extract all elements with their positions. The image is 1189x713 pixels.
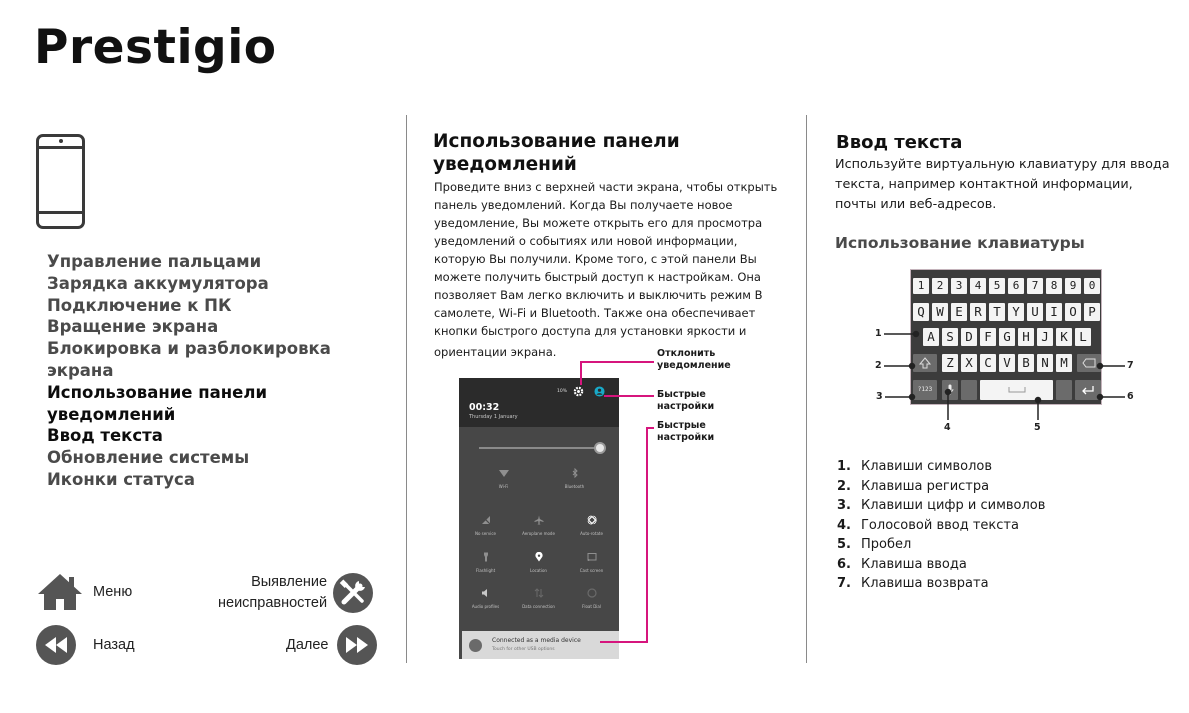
list-item: 4. Голосовой ввод текста — [837, 517, 1019, 533]
key-i[interactable]: I — [1046, 303, 1062, 321]
key-l[interactable]: L — [1075, 328, 1091, 346]
key-f[interactable]: F — [980, 328, 996, 346]
keyboard-legend — [837, 457, 1045, 594]
tile-wifi[interactable]: Wi-Fi — [477, 468, 530, 489]
tile-cast[interactable]: Cast screen — [565, 552, 618, 573]
tile-float-dial[interactable]: Float Dial — [565, 588, 618, 609]
toc-item-rotation[interactable]: Вращение экрана — [47, 317, 219, 337]
keyboard-callout-4: 4 — [944, 422, 951, 433]
key-9[interactable]: 9 — [1065, 278, 1081, 294]
key-8[interactable]: 8 — [1046, 278, 1062, 294]
keyboard-callout-7: 7 — [1127, 360, 1134, 371]
key-w[interactable]: W — [932, 303, 948, 321]
key-5[interactable]: 5 — [989, 278, 1005, 294]
callout-quick-settings-2: Быстрые настройки — [657, 420, 715, 443]
key-j[interactable]: J — [1037, 328, 1053, 346]
key-x[interactable]: X — [961, 354, 977, 372]
key-y[interactable]: Y — [1008, 303, 1024, 321]
troubleshoot-label-line2: неисправностей — [218, 595, 328, 611]
troubleshoot-label-line1: Выявление — [251, 574, 328, 590]
keyboard-callout-3: 3 — [876, 391, 883, 402]
toc-item-text-input[interactable]: Ввод текста — [47, 426, 163, 446]
keyboard-callout-5: 5 — [1034, 422, 1041, 433]
toc-item-lock[interactable]: Блокировка и разблокировка экрана — [47, 339, 331, 380]
tile-no-service[interactable]: No service — [459, 515, 512, 536]
key-m[interactable]: M — [1056, 354, 1072, 372]
list-item: 1. Клавиши символов — [837, 459, 993, 474]
back-button-label: Назад — [93, 636, 135, 653]
keyboard-callout-6: 6 — [1127, 391, 1134, 402]
key-p[interactable]: P — [1084, 303, 1100, 321]
tile-auto-rotate[interactable]: Auto-rotate — [565, 515, 618, 536]
text-input-body: Используйте виртуальную клавиатуру для ввода текста, например контактной информации, почты или веб-адресов. — [835, 157, 1170, 212]
date: Thursday 1 January — [469, 414, 518, 420]
key-d[interactable]: D — [961, 328, 977, 346]
keyboard-subtitle: Использование клавиатуры — [835, 234, 1085, 252]
callout-quick-settings-1: Быстрые настройки — [657, 389, 715, 412]
callout-dismiss: Отклонить уведомление — [657, 348, 731, 371]
key-u[interactable]: U — [1027, 303, 1043, 321]
key-b[interactable]: B — [1018, 354, 1034, 372]
key-c[interactable]: C — [980, 354, 996, 372]
key-4[interactable]: 4 — [970, 278, 986, 294]
list-item: 7. Клавиша возврата — [837, 576, 989, 591]
key-h[interactable]: H — [1018, 328, 1034, 346]
toc-item-update[interactable]: Обновление системы — [47, 448, 250, 468]
key-a[interactable]: A — [923, 328, 939, 346]
key-2[interactable]: 2 — [932, 278, 948, 294]
notifications-body: Проведите вниз с верхней части экрана, чтобы открыть панель уведомлений. Когда Вы получаете новое уведомление, Вы можете открыть его для просмотра уведомлений о событиях или новой информации, которую Вы получили. Кроме того, с этой панели Вы можете получить быстрый доступ к настройкам. Она позволяет Вам легко включить и выключить режим В самолете, Wi-Fi и Bluetooth. Также она обеспечивает кнопки быстрого доступа для установки яркости и ориентации экрана. — [434, 180, 778, 359]
key-q[interactable]: Q — [913, 303, 929, 321]
toc-item-pc-connection[interactable]: Подключение к ПК — [47, 295, 232, 315]
key-s[interactable]: S — [942, 328, 958, 346]
next-button-label: Далее — [286, 636, 329, 653]
list-item: 5. Пробел — [837, 537, 912, 552]
tile-audio-profiles[interactable]: Audio profiles — [459, 588, 512, 609]
key-r[interactable]: R — [970, 303, 986, 321]
key-z[interactable]: Z — [942, 354, 958, 372]
toc-item-charging[interactable]: Зарядка аккумулятора — [47, 273, 269, 293]
tile-aeroplane[interactable]: Aeroplane mode — [512, 515, 565, 536]
list-item: 6. Клавиша ввода — [837, 556, 967, 572]
key-6[interactable]: 6 — [1008, 278, 1024, 294]
clock: 00:32 — [469, 402, 500, 413]
list-item: 2. Клавиша регистра — [837, 478, 990, 494]
text-input-title: Ввод текста — [836, 132, 963, 153]
keyboard-callout-2: 2 — [875, 360, 882, 371]
brand-logo: Prestigio — [34, 20, 277, 75]
key-7[interactable]: 7 — [1027, 278, 1043, 294]
toc-item-gestures[interactable]: Управление пальцами — [47, 252, 262, 271]
toc-item-status-icons[interactable]: Иконки статуса — [47, 469, 195, 489]
key-e[interactable]: E — [951, 303, 967, 321]
tile-location[interactable]: Location — [512, 552, 565, 573]
keyboard-callout-1: 1 — [875, 328, 882, 339]
key-1[interactable]: 1 — [913, 278, 929, 294]
key-k[interactable]: K — [1056, 328, 1072, 346]
battery-status: 10% — [557, 389, 568, 394]
usb-notification[interactable]: Connected as a media device Touch for other USB options — [462, 631, 619, 659]
key-n[interactable]: N — [1037, 354, 1053, 372]
notifications-title: Использование панели уведомлений — [433, 131, 680, 175]
menu-button-label: Меню — [93, 583, 133, 600]
key-0[interactable]: 0 — [1084, 278, 1100, 294]
tile-flashlight[interactable]: Flashlight — [459, 552, 512, 573]
key-v[interactable]: V — [999, 354, 1015, 372]
key-o[interactable]: O — [1065, 303, 1081, 321]
key-g[interactable]: G — [999, 328, 1015, 346]
tile-bluetooth[interactable]: Bluetooth — [548, 468, 601, 489]
list-item: 3. Клавиши цифр и символов — [837, 498, 1046, 513]
key-t[interactable]: T — [989, 303, 1005, 321]
toc-item-notifications-cont[interactable]: уведомлений — [47, 404, 176, 424]
toc-item-notifications[interactable]: Использование панели — [47, 382, 268, 402]
tile-data-connection[interactable]: Data connection — [512, 588, 565, 609]
key-3[interactable]: 3 — [951, 278, 967, 294]
symbols-key[interactable]: ?123 — [913, 380, 937, 400]
